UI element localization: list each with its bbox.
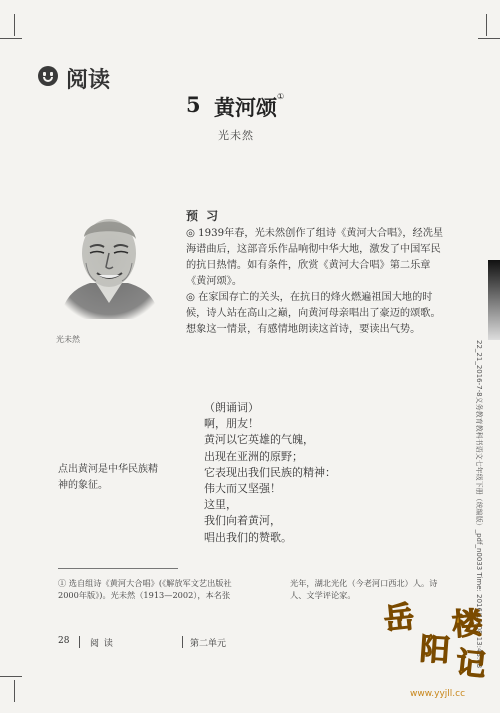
lesson-title (214, 92, 284, 122)
poem-line: 出现在亚洲的原野； (204, 449, 303, 463)
author-name: 光未然 (218, 129, 254, 142)
poem-line: 黄河以它英雄的气魄， (204, 433, 314, 447)
crop-mark (0, 676, 22, 677)
crop-mark (14, 680, 15, 702)
poem (204, 400, 336, 546)
poem-line: 啊，朋友！ (204, 417, 259, 431)
portrait-caption: 光未然 (56, 335, 80, 344)
section-title: 阅读 (66, 67, 111, 93)
poem-line: 唱出我们的赞歌。 (204, 530, 292, 544)
poem-line: 它表现出我们民族的精神： (204, 465, 336, 479)
crop-mark (486, 14, 487, 36)
preview-paragraph: ◎ 在家国存亡的关头，在抗日的烽火燃遍祖国大地的时候，诗人站在高山之巅，向黄河母亲唱出了豪迈的颂歌。想象这一情景，有感情地朗读这首诗，要读出气势。 (186, 292, 441, 335)
page-number: 28 (58, 636, 70, 646)
svg-text:www.yyjll.cc: www.yyjll.cc (410, 689, 466, 699)
crop-mark (14, 14, 15, 36)
footer-unit: 第二单元 (190, 639, 227, 649)
footer-divider (182, 636, 183, 648)
svg-text:阳: 阳 (418, 631, 452, 669)
footer-section: 阅 读 (90, 639, 114, 649)
author-portrait (56, 207, 162, 319)
footnote-marker: ① (277, 92, 285, 101)
print-metadata-text: 22_21_2016-7-8义务教育教科书语文七年级下册（统编版）_pdf_n0033 Time: 2016/10/08 13:48:08 (475, 340, 483, 669)
poem-line: （朗诵词） (204, 401, 259, 414)
poem-line: 我们向着黄河， (204, 514, 281, 528)
smiley-icon (38, 66, 58, 86)
margin-note: 点出黄河是中华民族精神的象征。 (58, 464, 158, 491)
svg-text:楼: 楼 (450, 605, 484, 643)
color-calibration-bar (488, 260, 500, 340)
preview-paragraph: ◎ 1939年春，光未然创作了组诗《黄河大合唱》，经冼星海谱曲后，这部音乐作品响彻中华大地，激发了中国军民的抗日热情。如有条件，欣赏《黄河大合唱》第二乐章《黄河颂》。 (186, 228, 444, 287)
lesson-number: 5 (186, 92, 201, 117)
preview-heading: 预 习 (186, 209, 221, 223)
footnote-divider (58, 568, 178, 569)
svg-text:岳: 岳 (382, 599, 416, 638)
footnote-text: ① 选自组诗《黄河大合唱》(《解放军文艺出版社2000年版》)。光未然（1913—2002），本名张 (58, 578, 232, 600)
svg-text:记: 记 (453, 645, 488, 684)
footnote-text-continued: 光年，湖北光化（今老河口西北）人。诗人、文学评论家。 (290, 578, 438, 600)
poem-line: 伟大而又坚强！ (204, 482, 281, 496)
poem-line: 这里， (204, 498, 237, 512)
watermark-logo (380, 598, 492, 702)
footer-divider (79, 636, 80, 648)
lesson-title-text: 黄河颂 (214, 95, 277, 120)
crop-mark (0, 38, 22, 39)
crop-mark (478, 38, 500, 39)
